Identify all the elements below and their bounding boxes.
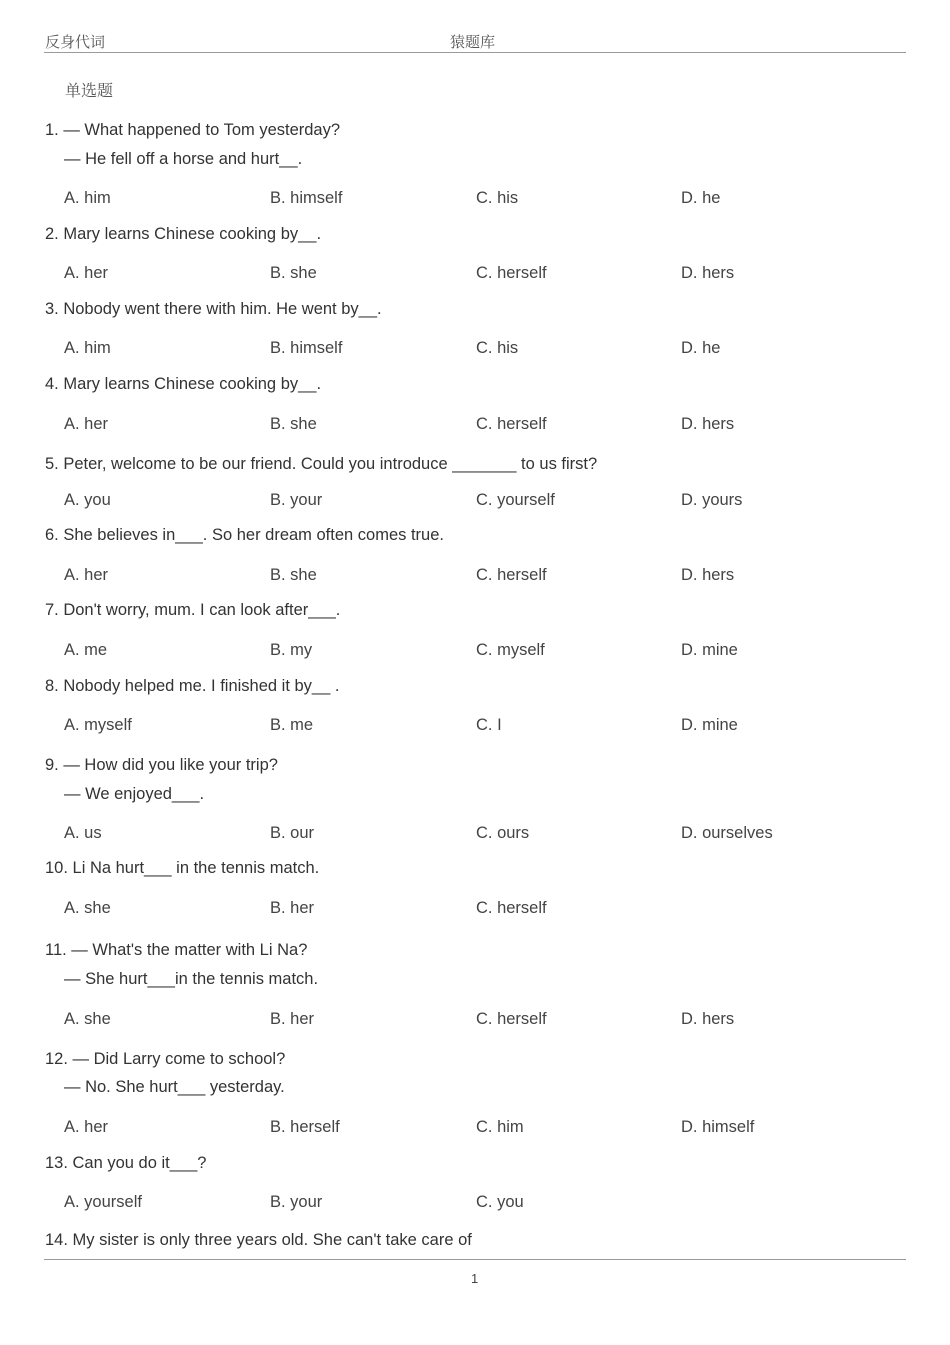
question-10-option-c[interactable]: C. herself (476, 899, 547, 917)
question-9-line-1: 9. — How did you like your trip? (45, 756, 278, 774)
question-2-option-a[interactable]: A. her (64, 264, 109, 282)
question-8-option-b[interactable]: B. me (270, 716, 314, 734)
question-4-line-1: 4. Mary learns Chinese cooking by__. (45, 375, 322, 393)
question-1-option-a[interactable]: A. him (64, 189, 111, 207)
question-7-line-1: 7. Don't worry, mum. I can look after___. (45, 601, 341, 619)
question-9-option-a[interactable]: A. us (64, 824, 102, 842)
question-2-option-b[interactable]: B. she (270, 264, 317, 282)
question-7-option-a[interactable]: A. me (64, 641, 108, 659)
question-1-option-d[interactable]: D. he (681, 189, 721, 207)
question-13-line-1: 13. Can you do it___? (45, 1154, 207, 1172)
question-4-option-b[interactable]: B. she (270, 415, 317, 433)
question-5-option-b[interactable]: B. your (270, 491, 323, 509)
question-7-option-c[interactable]: C. myself (476, 641, 545, 659)
page-number: 1 (471, 1271, 479, 1286)
question-4-option-a[interactable]: A. her (64, 415, 109, 433)
question-2-option-d[interactable]: D. hers (681, 264, 735, 282)
question-12-option-d[interactable]: D. himself (681, 1118, 755, 1136)
header-divider (44, 52, 906, 53)
question-6-line-1: 6. She believes in___. So her dream often comes true. (45, 526, 444, 544)
question-8-line-1: 8. Nobody helped me. I finished it by__ . (45, 677, 340, 695)
question-2-line-1: 2. Mary learns Chinese cooking by__. (45, 225, 322, 243)
question-13-option-c[interactable]: C. you (476, 1193, 524, 1211)
question-10-option-b[interactable]: B. her (270, 899, 315, 917)
question-5-line-1: 5. Peter, welcome to be our friend. Could you introduce _______ to us first? (45, 455, 598, 473)
question-9-line-2: — We enjoyed___. (64, 785, 205, 803)
question-3-option-c[interactable]: C. his (476, 339, 519, 357)
question-14-line-1: 14. My sister is only three years old. She can't take care of (45, 1231, 472, 1249)
question-9-option-b[interactable]: B. our (270, 824, 315, 842)
question-6-option-b[interactable]: B. she (270, 566, 317, 584)
question-8-option-a[interactable]: A. myself (64, 716, 132, 734)
question-3-option-d[interactable]: D. he (681, 339, 721, 357)
question-9-option-d[interactable]: D. ourselves (681, 824, 773, 842)
question-1-option-b[interactable]: B. himself (270, 189, 343, 207)
question-10-option-a[interactable]: A. she (64, 899, 111, 917)
header-left-title: 反身代词 (45, 33, 106, 51)
footer-divider (44, 1259, 906, 1260)
question-6-option-d[interactable]: D. hers (681, 566, 735, 584)
question-7-option-d[interactable]: D. mine (681, 641, 738, 659)
question-11-option-b[interactable]: B. her (270, 1010, 315, 1028)
question-13-option-b[interactable]: B. your (270, 1193, 323, 1211)
question-3-line-1: 3. Nobody went there with him. He went by__. (45, 300, 382, 318)
question-5-option-c[interactable]: C. yourself (476, 491, 555, 509)
question-11-line-2: — She hurt___in the tennis match. (64, 970, 319, 988)
question-12-line-2: — No. She hurt___ yesterday. (64, 1078, 285, 1096)
question-3-option-b[interactable]: B. himself (270, 339, 343, 357)
question-11-option-d[interactable]: D. hers (681, 1010, 735, 1028)
question-1-line-1: 1. — What happened to Tom yesterday? (45, 121, 341, 139)
question-12-option-c[interactable]: C. him (476, 1118, 524, 1136)
section-title: 单选题 (65, 81, 114, 100)
header-center-title: 猿题库 (450, 33, 496, 51)
question-11-option-c[interactable]: C. herself (476, 1010, 547, 1028)
question-12-option-b[interactable]: B. herself (270, 1118, 340, 1136)
question-12-line-1: 12. — Did Larry come to school? (45, 1050, 286, 1068)
question-13-option-a[interactable]: A. yourself (64, 1193, 142, 1211)
question-8-option-d[interactable]: D. mine (681, 716, 738, 734)
question-4-option-c[interactable]: C. herself (476, 415, 547, 433)
question-9-option-c[interactable]: C. ours (476, 824, 530, 842)
question-1-option-c[interactable]: C. his (476, 189, 519, 207)
question-10-line-1: 10. Li Na hurt___ in the tennis match. (45, 859, 320, 877)
question-7-option-b[interactable]: B. my (270, 641, 313, 659)
question-6-option-a[interactable]: A. her (64, 566, 109, 584)
question-2-option-c[interactable]: C. herself (476, 264, 547, 282)
question-11-option-a[interactable]: A. she (64, 1010, 111, 1028)
question-3-option-a[interactable]: A. him (64, 339, 111, 357)
question-5-option-d[interactable]: D. yours (681, 491, 743, 509)
question-4-option-d[interactable]: D. hers (681, 415, 735, 433)
question-12-option-a[interactable]: A. her (64, 1118, 109, 1136)
question-6-option-c[interactable]: C. herself (476, 566, 547, 584)
question-8-option-c[interactable]: C. I (476, 716, 502, 734)
question-5-option-a[interactable]: A. you (64, 491, 111, 509)
question-11-line-1: 11. — What's the matter with Li Na? (45, 941, 308, 959)
question-1-line-2: — He fell off a horse and hurt__. (64, 150, 303, 168)
